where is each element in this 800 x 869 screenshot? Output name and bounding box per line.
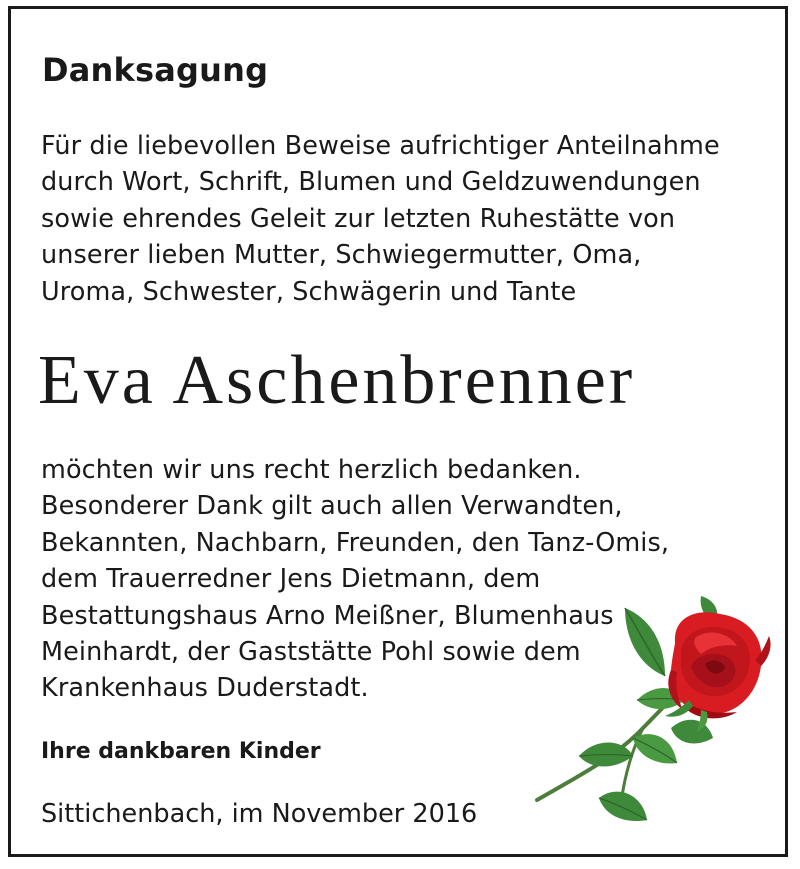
intro-paragraph: [41, 128, 720, 310]
deceased-name: Eva Aschenbrenner: [38, 342, 636, 419]
intro-line: Uroma, Schwester, Schwägerin und Tante: [41, 276, 577, 307]
signature: Ihre dankbaren Kinder: [41, 739, 321, 764]
thanks-line: Bestattungshaus Arno Meißner, Blumenhaus: [41, 600, 614, 631]
rose-image: [525, 588, 775, 853]
intro-line: Für die liebevollen Beweise aufrichtiger Anteilnahme: [41, 131, 720, 161]
thanks-line: dem Trauerredner Jens Dietmann, dem: [41, 564, 541, 595]
notice-heading: Danksagung: [42, 51, 269, 89]
intro-line: unserer lieben Mutter, Schwiegermutter, Oma,: [41, 240, 642, 271]
place-and-date: Sittichenbach, im November 2016: [41, 799, 478, 829]
intro-line: durch Wort, Schrift, Blumen und Geldzuwendungen: [41, 167, 701, 198]
thanks-line: möchten wir uns recht herzlich bedanken.: [41, 455, 582, 485]
thanks-line: Besonderer Dank gilt auch allen Verwandten,: [41, 491, 623, 522]
thanks-line: Bekannten, Nachbarn, Freunden, den Tanz-Omis,: [41, 527, 670, 558]
thanks-line: Krankenhaus Duderstadt.: [41, 673, 369, 704]
thanks-line: Meinhardt, der Gaststätte Pohl sowie dem: [41, 637, 581, 668]
intro-line: sowie ehrendes Geleit zur letzten Ruhestätte von: [41, 203, 676, 234]
